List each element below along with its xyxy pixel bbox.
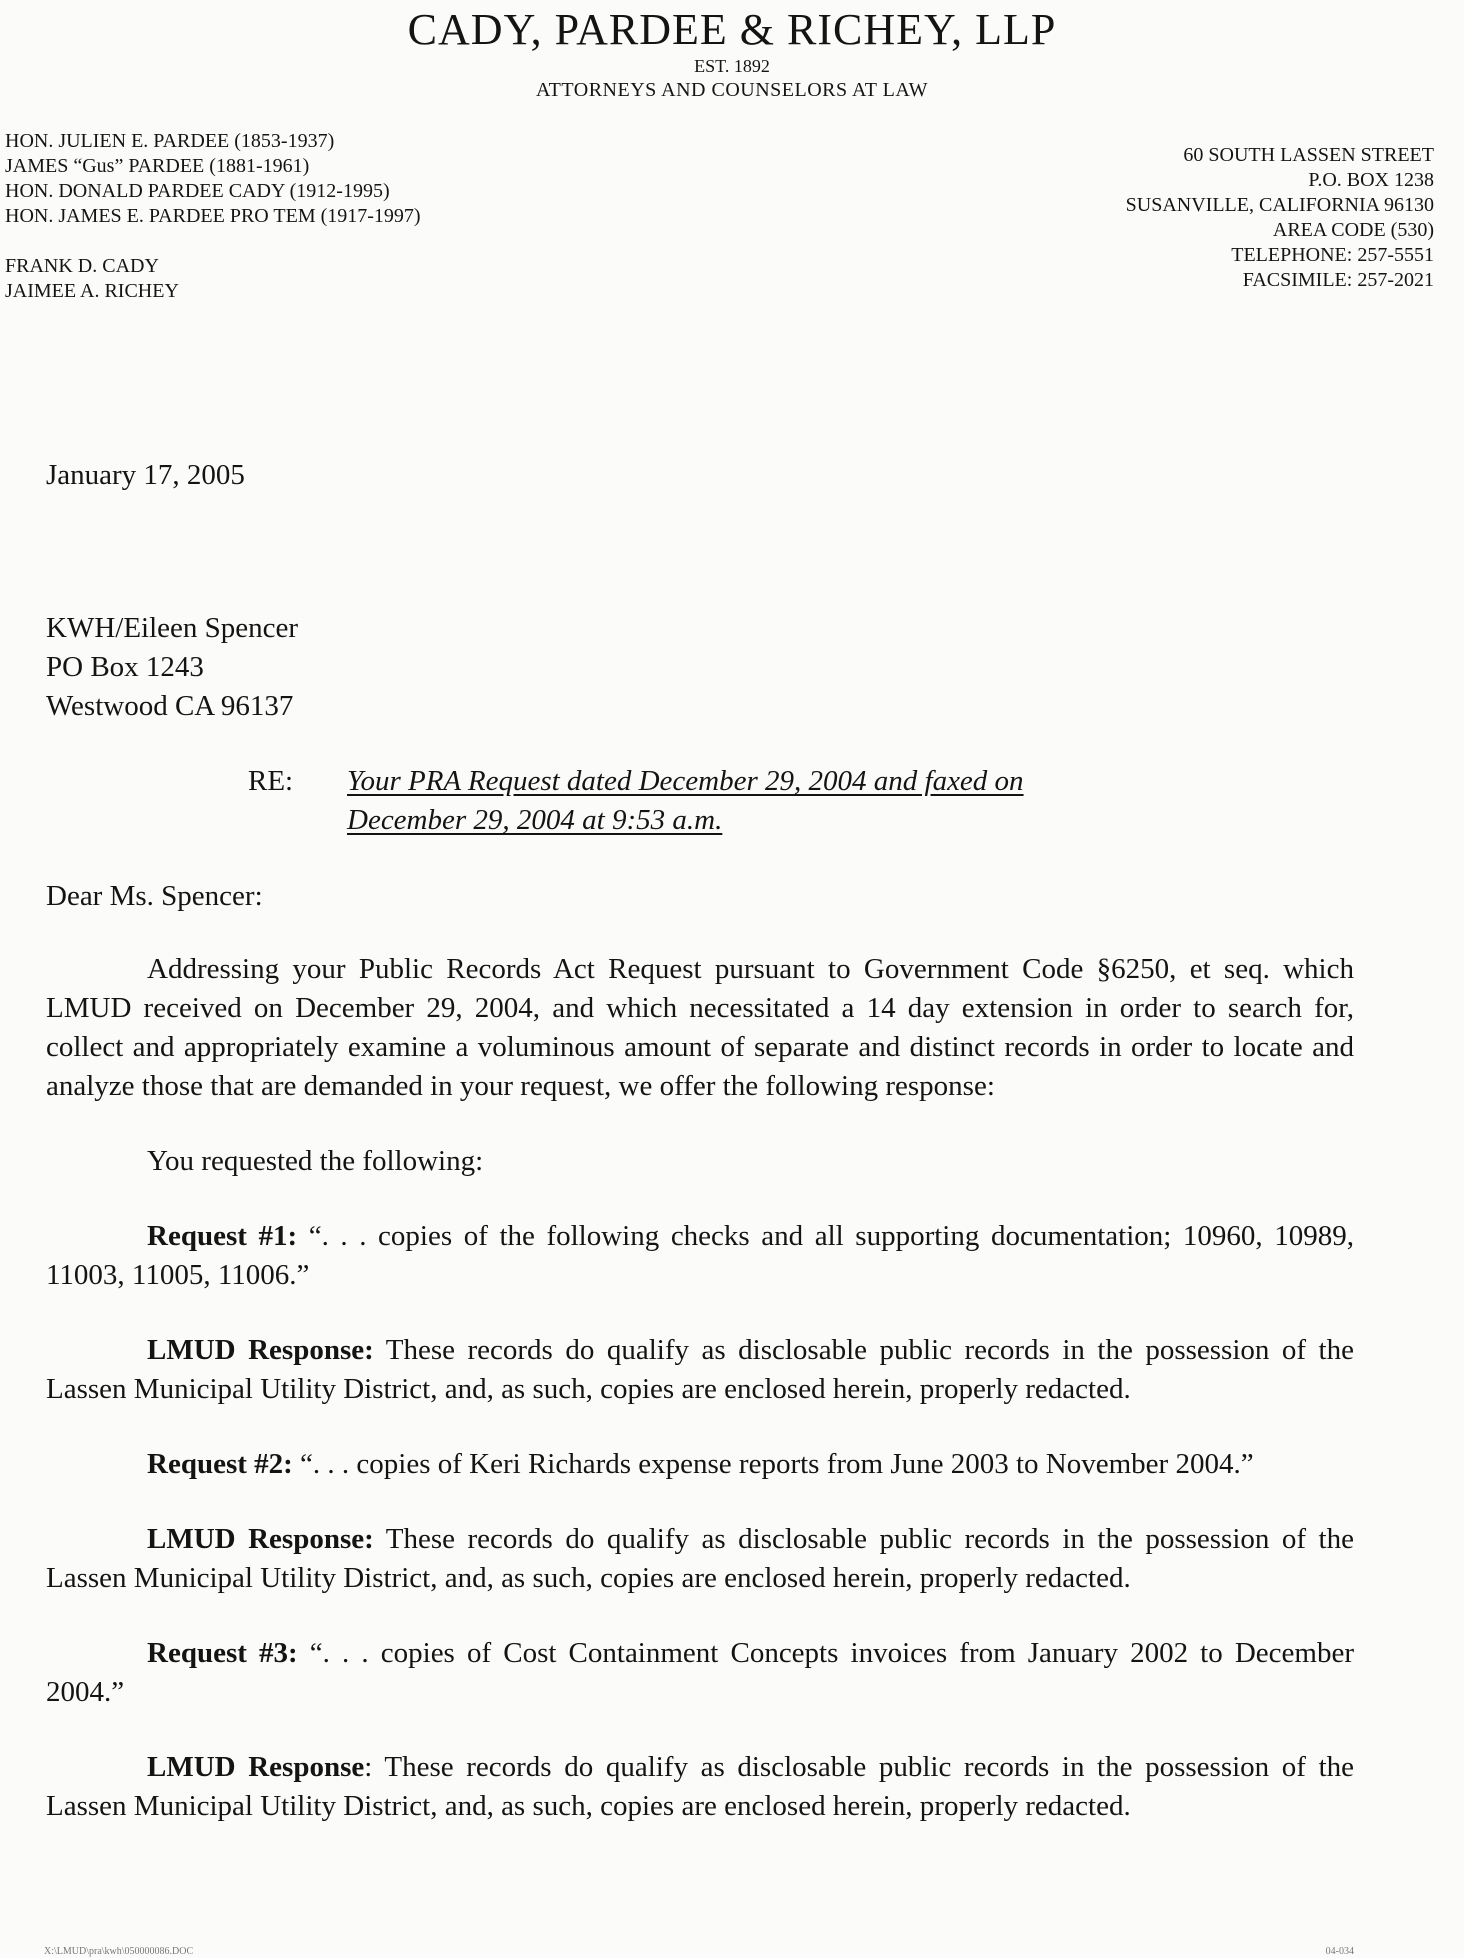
response-text: : These records do qualify as disclosable public records in the possession of the Lassen Municipal Utility District, and, as such, copies are enclosed herein, properly redacted. — [46, 1751, 1354, 1822]
firm-name: CADY, PARDEE & RICHEY, LLP — [407, 5, 1057, 54]
partner-name: HON. DONALD PARDEE CADY (1912-1995) — [5, 180, 390, 202]
document-number: 04-034 — [1325, 1946, 1354, 1957]
partner-list — [5, 129, 421, 304]
request-label: Request #2: — [147, 1448, 293, 1480]
response-3 — [46, 1748, 1354, 1826]
request-label: Request #3: — [147, 1637, 298, 1669]
letter-body — [46, 950, 1354, 1862]
response-1 — [46, 1331, 1354, 1409]
re-subject-line: December 29, 2004 at 9:53 a.m. — [347, 804, 723, 836]
re-subject — [347, 762, 1024, 840]
request-1 — [46, 1217, 1354, 1295]
paragraph-text: You requested the following: — [147, 1145, 484, 1177]
address-line: 60 SOUTH LASSEN STREET — [1183, 144, 1434, 166]
firm-address — [1126, 143, 1434, 293]
address-line: AREA CODE (530) — [1272, 219, 1434, 241]
established-year: EST. 1892 — [694, 56, 770, 76]
request-label: Request #1: — [147, 1220, 298, 1252]
response-label: LMUD Response: — [147, 1334, 374, 1366]
requests-intro — [46, 1142, 1354, 1181]
letter-date: January 17, 2005 — [46, 459, 245, 491]
response-label: LMUD Response: — [147, 1523, 374, 1555]
subject-line — [248, 762, 1024, 840]
address-line: P.O. BOX 1238 — [1308, 169, 1434, 191]
recipient-address — [46, 609, 298, 726]
file-path: X:\LMUD\pra\kwh\050000086.DOC — [44, 1946, 194, 1957]
request-2 — [46, 1445, 1354, 1484]
recipient-line: KWH/Eileen Spencer — [46, 612, 299, 644]
request-text: “. . . copies of Keri Richards expense reports from June 2003 to November 2004.” — [292, 1448, 1254, 1480]
partner-name: HON. JAMES E. PARDEE PRO TEM (1917-1997) — [5, 205, 421, 227]
telephone: TELEPHONE: 257-5551 — [1231, 244, 1434, 266]
intro-paragraph — [46, 950, 1354, 1106]
response-text: These records do qualify as disclosable public records in the possession of the Lassen Municipal Utility District, and, as such, copies are enclosed herein, properly redacted. — [46, 1334, 1354, 1405]
response-label: LMUD Response — [147, 1751, 365, 1783]
re-subject-line: Your PRA Request dated December 29, 2004 and faxed on — [347, 765, 1024, 797]
facsimile: FACSIMILE: 257-2021 — [1242, 269, 1434, 291]
partner-name: HON. JULIEN E. PARDEE (1853-1937) — [5, 130, 335, 152]
partner-name: FRANK D. CADY — [5, 255, 159, 277]
paragraph-text: Addressing your Public Records Act Request pursuant to Government Code §6250, et seq. which LMUD received on December 29, 2004, and which necessitated a 14 day extension in order to search for, collect and appropriately examine a voluminous amount of separate and distinct records in order to locate and analyze those that are demanded in your request, we offer the following response: — [46, 953, 1354, 1102]
re-label: RE: — [248, 765, 294, 797]
request-text: “. . . copies of Cost Containment Concepts invoices from January 2002 to December 2004.” — [46, 1637, 1354, 1708]
recipient-line: Westwood CA 96137 — [46, 690, 294, 722]
partner-name: JAIMEE A. RICHEY — [5, 280, 179, 302]
request-3 — [46, 1634, 1354, 1712]
partner-name: JAMES “Gus” PARDEE (1881-1961) — [5, 155, 310, 177]
address-line: SUSANVILLE, CALIFORNIA 96130 — [1125, 194, 1434, 216]
salutation: Dear Ms. Spencer: — [46, 880, 263, 912]
recipient-line: PO Box 1243 — [46, 651, 204, 683]
spacer — [5, 229, 421, 254]
request-text: “. . . copies of the following checks and all supporting documentation; 10960, 10989, 11003, 11005, 11006.” — [46, 1220, 1354, 1291]
response-text: These records do qualify as disclosable public records in the possession of the Lassen Municipal Utility District, and, as such, copies are enclosed herein, properly redacted. — [46, 1523, 1354, 1594]
firm-tagline: ATTORNEYS AND COUNSELORS AT LAW — [535, 79, 929, 101]
response-2 — [46, 1520, 1354, 1598]
